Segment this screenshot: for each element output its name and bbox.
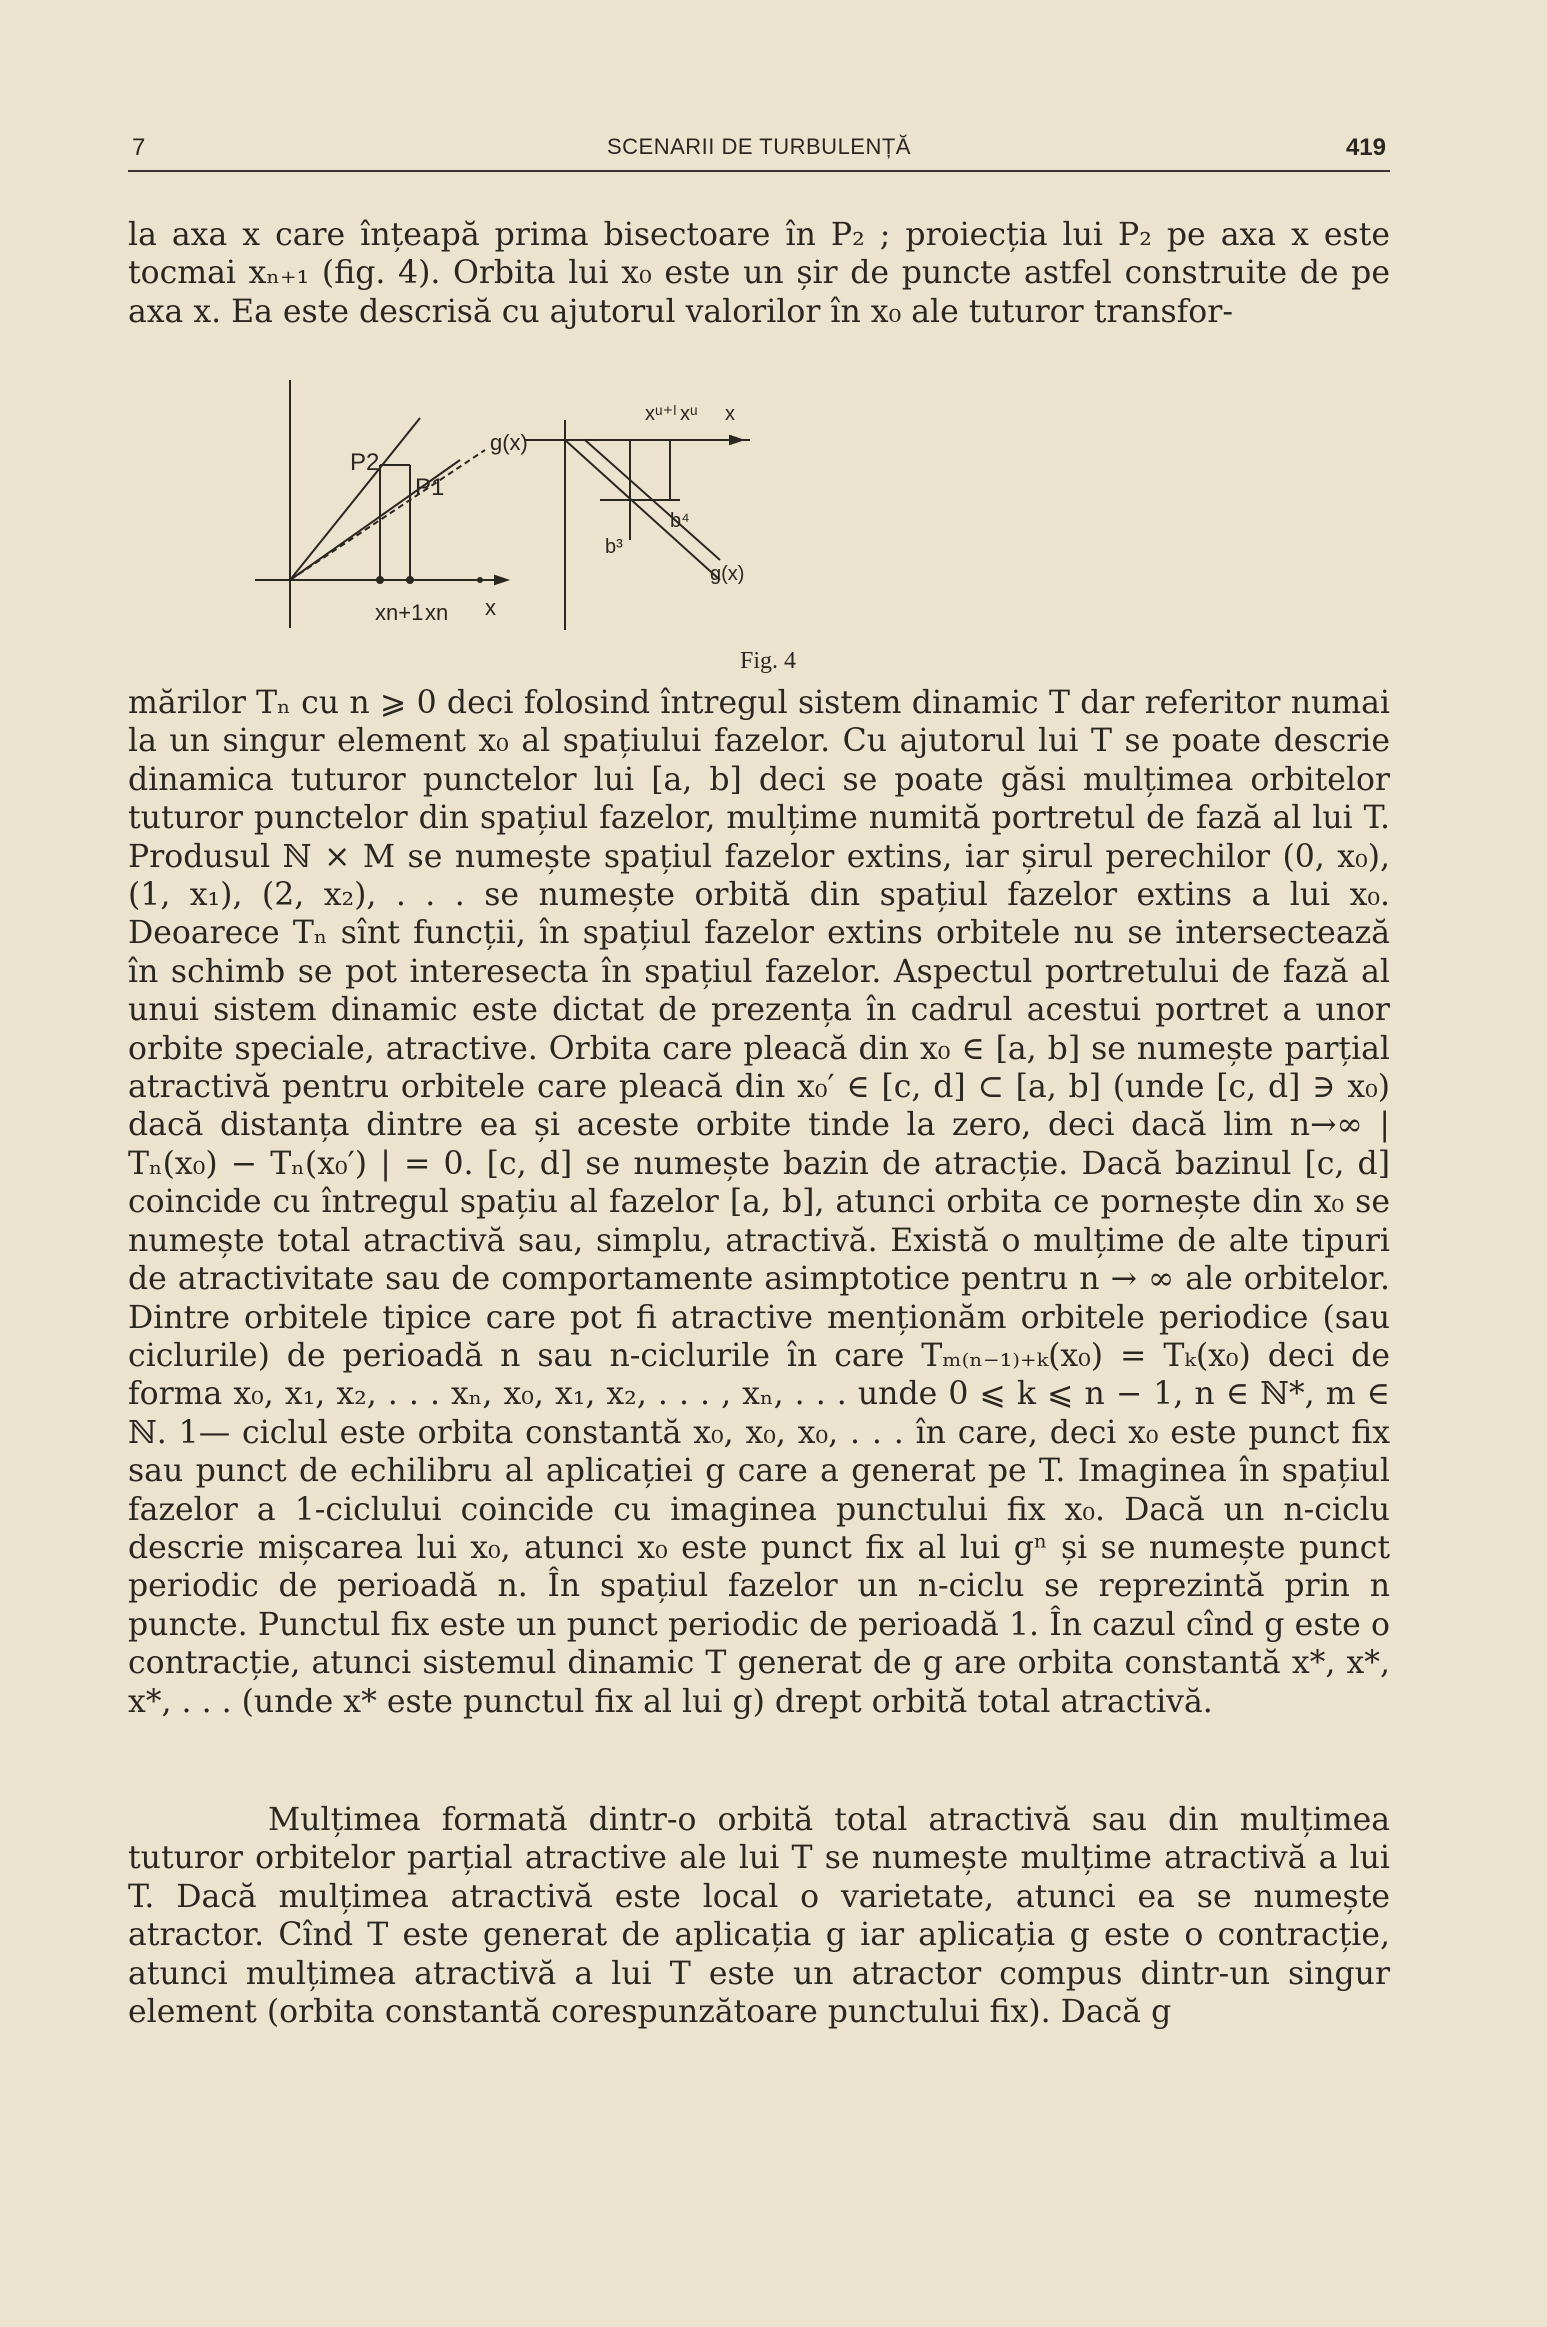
- label-xu1: xᵘ⁺ˡ: [645, 403, 677, 425]
- label-xu: xᵘ: [680, 403, 698, 425]
- right-bisector: [565, 440, 720, 580]
- left-x-arrow: [495, 576, 507, 584]
- label-left-x: x: [485, 595, 496, 620]
- point-xn: [406, 576, 414, 584]
- chapter-number: 7: [132, 134, 146, 161]
- figure-4-drawing: [350, 380, 1160, 680]
- label-p1: P1: [415, 474, 445, 501]
- label-right-gx: g(x): [710, 563, 745, 585]
- figure-4: [350, 380, 1160, 680]
- paragraph-intro: la axa x care înțeapă prima bisectoare în P₂ ; proiecția lui P₂ pe axa x este tocmai xₙ₊₁ (fig. 4). Orbita lui x₀ este un șir de puncte astfel construite de pe axa x. Ea este descrisă cu ajutorul valorilor în x₀ ale tuturor transfor-: [128, 217, 1390, 330]
- label-xn1: xn+1: [375, 600, 424, 625]
- running-header: [128, 126, 1390, 172]
- point-x: [477, 577, 483, 583]
- page-number: 419: [1345, 134, 1386, 161]
- point-xn1: [376, 576, 384, 584]
- label-left-gx: g(x): [490, 430, 528, 455]
- label-b3: b³: [605, 536, 623, 558]
- paragraph-main: mărilor Tₙ cu n ⩾ 0 deci folosind întregul sistem dinamic T dar referitor numai la un singur element x₀ al spațiului fazelor. Cu ajutorul lui T se poate descrie dinamica tuturor punctelor lui [a, b] deci se poate găsi mulțimea orbitelor tuturor punctelor din spațiul fazelor, mulțime numită portretul de fază al lui T. Produsul ℕ × M se numește spațiul fazelor extins, iar șirul perechilor (0, x₀), (1, x₁), (2, x₂), . . . se numește orbită din spațiul fazelor extins a lui x₀. Deoarece Tₙ sînt funcții, în spațiul fazelor extins orbitele nu se intersectează în schimb se pot interesecta în spațiul fazelor. Aspectul portretului de fază al unui sistem dinamic este dictat de prezența în cadrul acestui portret a unor orbite speciale, atractive. Orbita care pleacă din x₀ ∈ [a, b] se numește parțial atractivă pentru orbitele care pleacă din x₀′ ∈ [c, d] ⊂ [a, b] (unde [c, d] ∋ x₀) dacă distanța dintre ea și aceste orbite tinde la zero, deci dacă lim n→∞ | Tₙ(x₀) − Tₙ(x₀′) | = 0. [c, d] se numește bazin de atracție. Dacă bazinul [c, d] coincide cu întregul spațiu al fazelor [a, b], atunci orbita ce pornește din x₀ se numește total atractivă sau, simplu, atractivă. Există o mulțime de alte tipuri de atractivitate sau de comportamente asimptotice pentru n → ∞ ale orbitelor. Dintre orbitele tipice care pot fi atractive menționăm orbitele periodice (sau ciclurile) de perioadă n sau n-ciclurile în care Tₘ₍ₙ₋₁₎₊ₖ(x₀) = Tₖ(x₀) deci de forma x₀, x₁, x₂, . . . xₙ, x₀, x₁, x₂, . . . , xₙ, . . . unde 0 ⩽ k ⩽ n − 1, n ∈ ℕ*, m ∈ ℕ. 1— ciclul este orbita constantă x₀, x₀, x₀, . . . în care, deci x₀ este punct fix sau punct de echilibru al aplicației g care a generat pe T. Imaginea în spațiul fazelor a 1-ciclului coincide cu imaginea punctului fix x₀. Dacă un n-ciclu descrie mișcarea lui x₀, atunci x₀ este punct fix al lui gⁿ și se numește punct periodic de perioadă n. În spațiul fazelor un n-ciclu se reprezintă prin n puncte. Punctul fix este un punct periodic de perioadă 1. În cazul cînd g este o contracție, atunci sistemul dinamic T generat de g are orbita constantă x*, x*, x*, . . . (unde x* este punctul fix al lui g) drept orbită total atractivă.: [128, 685, 1390, 1720]
- left-bisector: [290, 418, 420, 580]
- label-p2: P2: [350, 449, 380, 476]
- label-b4: b⁴: [670, 510, 690, 532]
- label-xn: xn: [425, 600, 449, 625]
- figure-caption: Fig. 4: [740, 648, 797, 674]
- label-right-x: x: [725, 403, 735, 425]
- right-x-arrow: [730, 436, 742, 444]
- running-title: SCENARII DE TURBULENȚĂ: [607, 134, 911, 159]
- paragraph-attractor: Mulțimea formată dintr-o orbită total atractivă sau din mulțimea tuturor orbitelor parțial atractive ale lui T se numește mulțime atractivă a lui T. Dacă mulțimea atractivă este local o varietate, atunci ea se numește atractor. Cînd T este generat de aplicația g iar aplicația g este o contracție, atunci mulțimea atractivă a lui T este un atractor compus dintr-un singur element (orbita constantă corespunzătoare punctului fix). Dacă g: [128, 1802, 1390, 2031]
